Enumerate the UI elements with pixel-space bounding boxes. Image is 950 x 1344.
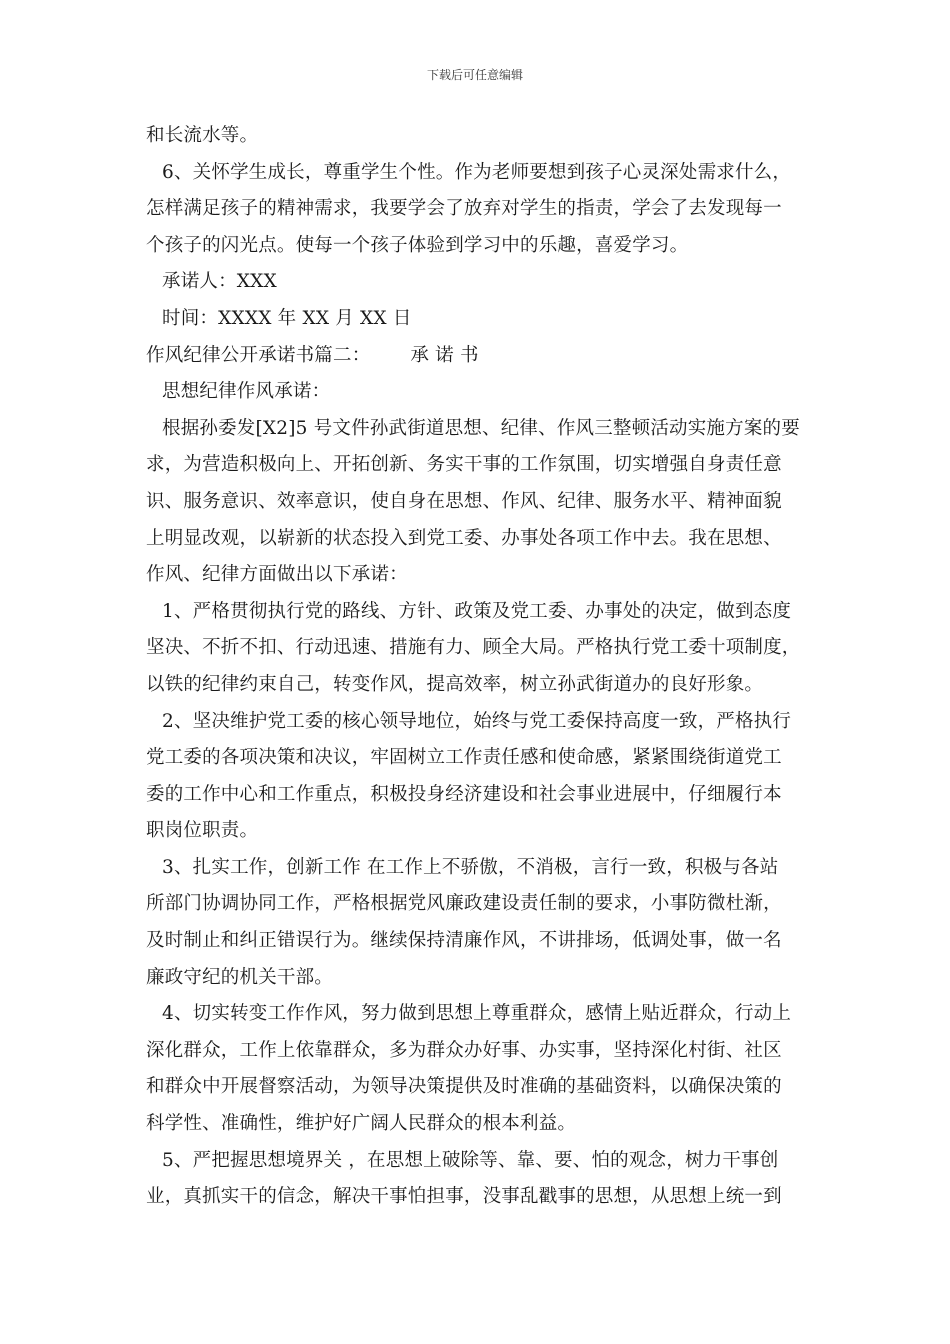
document-body <box>146 118 821 1216</box>
text-line <box>146 1179 821 1216</box>
line-text: 4、切实转变工作作风，努力做到思想上尊重群众，感情上贴近群众，行动上 <box>162 1003 792 1025</box>
line-text: 根据孙委发[X2]5 号文件孙武街道思想、纪律、作风三整顿活动实施方案的要 <box>162 417 800 439</box>
text-line <box>146 1033 821 1070</box>
line-text: 作风、纪律方面做出以下承诺： <box>146 564 408 586</box>
text-line <box>146 191 821 228</box>
line-text: 6、关怀学生成长，尊重学生个性。作为老师要想到孩子心灵深处需求什么， <box>162 161 792 183</box>
line-text: 和长流水等。 <box>146 125 259 146</box>
line-text: 承诺人：XXX <box>162 271 277 293</box>
line-text: 求，为营造积极向上、开拓创新、务实干事的工作氛围，切实增强自身责任意 <box>146 454 782 476</box>
line-text: 委的工作中心和工作重点，积极投身经济建设和社会事业进展中，仔细履行本 <box>146 783 782 805</box>
text-line <box>146 996 821 1033</box>
text-line <box>146 960 821 997</box>
line-text: 2、坚决维护党工委的核心领导地位，始终与党工委保持高度一致，严格执行 <box>162 710 792 732</box>
text-line <box>146 484 821 521</box>
text-line <box>146 886 821 923</box>
line-text: 廉政守纪的机关干部。 <box>146 966 334 988</box>
text-line <box>146 1106 821 1143</box>
text-line <box>146 228 821 265</box>
text-line <box>146 740 821 777</box>
text-line <box>146 118 821 155</box>
text-line <box>146 704 821 741</box>
line-text: 所部门协调协同工作，严格根据党风廉政建设责任制的要求，小事防微杜渐， <box>146 893 782 915</box>
line-text: 时间：XXXX 年 XX 月 XX 日 <box>162 307 412 329</box>
line-text: 3、扎实工作，创新工作 在工作上不骄傲，不消极，言行一致，积极与各站 <box>162 856 779 878</box>
text-line <box>146 777 821 814</box>
text-line <box>146 374 821 411</box>
section-title-line <box>146 338 821 375</box>
line-text: 深化群众，工作上依靠群众，多为群众办好事、办实事，坚持深化村街、社区 <box>146 1039 782 1061</box>
text-line <box>146 155 821 192</box>
line-text: 上明显改观，以崭新的状态投入到党工委、办事处各项工作中去。我在思想、 <box>146 527 782 549</box>
line-text: 及时制止和纠正错误行为。继续保持清廉作风，不讲排场，低调处事，做一名 <box>146 930 782 952</box>
text-line <box>146 301 821 338</box>
line-text: 1、严格贯彻执行党的路线、方针、政策及党工委、办事处的决定，做到态度 <box>162 600 792 622</box>
line-text: 业，真抓实干的信念，解决干事怕担事，没事乱戳事的思想，从思想上统一到 <box>146 1186 782 1208</box>
page-header-note: 下载后可任意编辑 <box>426 68 523 82</box>
text-line <box>146 447 821 484</box>
line-text: 和群众中开展督察活动，为领导决策提供及时准确的基础资料，以确保决策的 <box>146 1076 782 1098</box>
text-line <box>146 1143 821 1180</box>
text-line <box>146 813 821 850</box>
text-line <box>146 594 821 631</box>
text-line <box>146 1069 821 1106</box>
text-line <box>146 850 821 887</box>
line-text: 党工委的各项决策和决议，牢固树立工作责任感和使命感，紧紧围绕街道党工 <box>146 747 782 769</box>
line-text: 5、严把握思想境界关 ，在思想上破除等、靠、要、怕的观念，树力干事创 <box>162 1149 779 1171</box>
text-line <box>146 923 821 960</box>
text-line <box>146 264 821 301</box>
line-text: 怎样满足孩子的精神需求，我要学会了放弃对学生的指责，学会了去发现每一 <box>146 198 782 220</box>
text-line <box>146 521 821 558</box>
line-text: 识、服务意识、效率意识，使自身在思想、作风、纪律、服务水平、精神面貌 <box>146 490 782 512</box>
line-text: 职岗位职责。 <box>146 820 259 842</box>
line-text: 以铁的纪律约束自己，转变作风，提高效率，树立孙武街道办的良好形象。 <box>146 673 764 695</box>
section-title-suffix: 承 诺 书 <box>410 344 479 366</box>
line-text: 科学性、准确性，维护好广阔人民群众的根本利益。 <box>146 1113 577 1135</box>
line-text: 作风纪律公开承诺书篇二： <box>146 344 371 366</box>
text-line <box>146 411 821 448</box>
text-line <box>146 557 821 594</box>
line-text: 坚决、不折不扣、行动迅速、措施有力、顾全大局。严格执行党工委十项制度， <box>146 637 801 659</box>
text-line <box>146 667 821 704</box>
line-text: 思想纪律作风承诺： <box>162 381 331 403</box>
line-text: 个孩子的闪光点。使每一个孩子体验到学习中的乐趣，喜爱学习。 <box>146 234 689 256</box>
text-line <box>146 630 821 667</box>
